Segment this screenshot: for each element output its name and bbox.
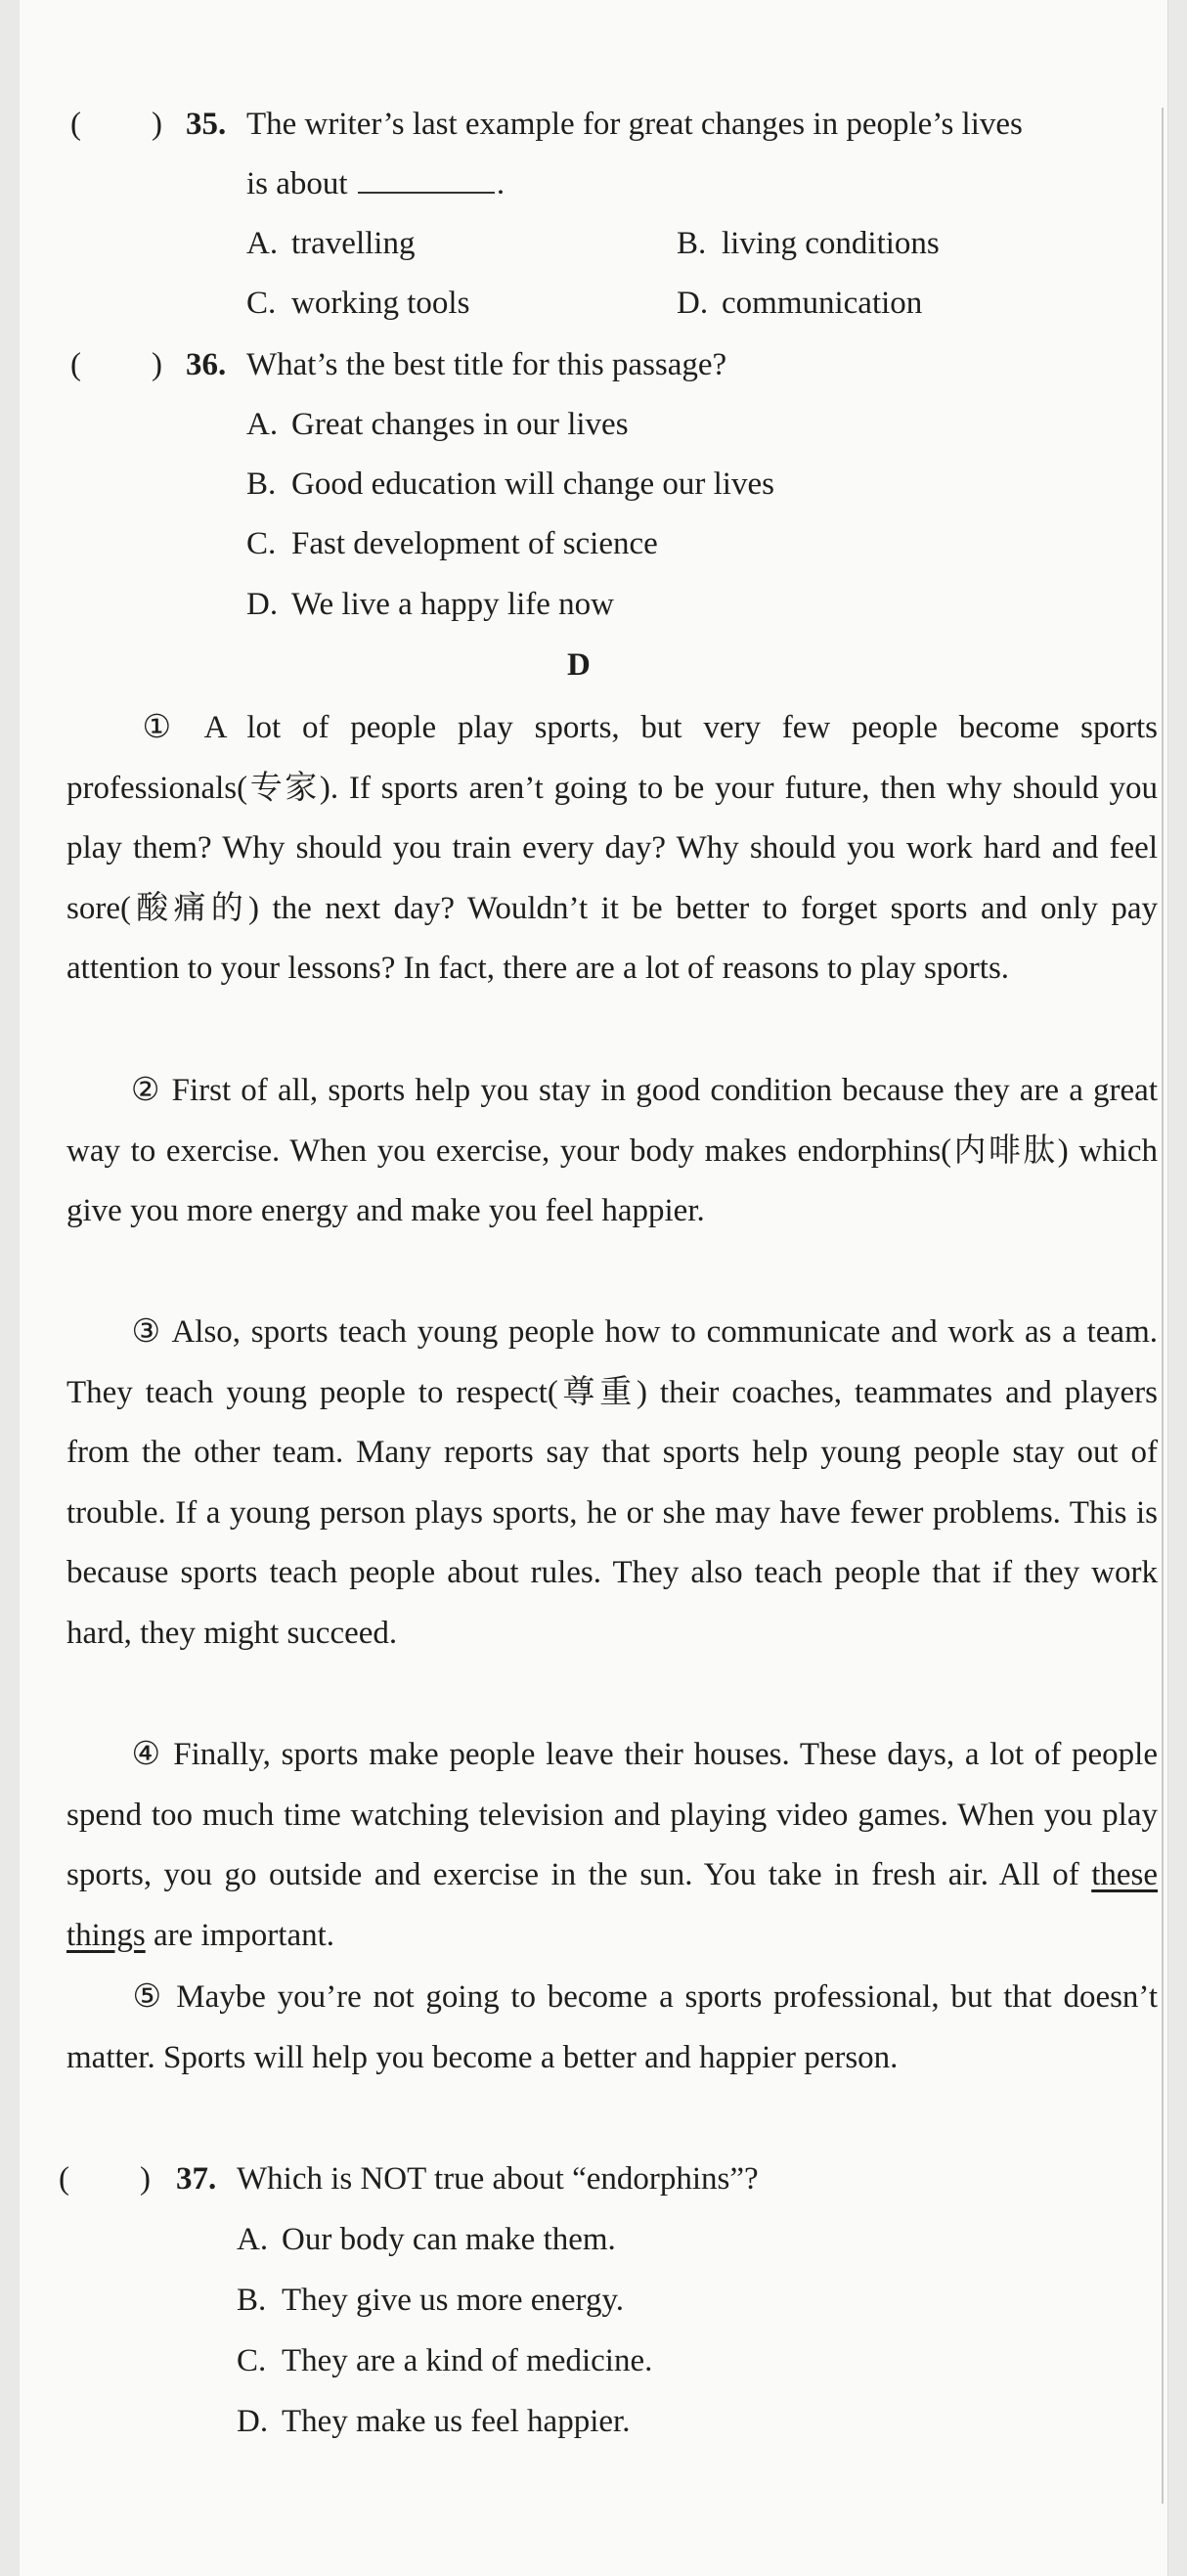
question-stem: The writer’s last example for great changes in people’s lives (246, 107, 1023, 142)
paragraph-3: ③ Also, sports teach young people how to communicate and work as a team. They teach young people to respect(尊重) their coaches, teammates and players from the other team. Many reports say that sports help young people stay out of trouble. If a young person plays sports, he or she may have fewer problems. This is because sports teach people about rules. They also teach people that if they work hard, they might succeed. (66, 1314, 1158, 1651)
option-c: C. They are a kind of medicine. (237, 2343, 653, 2378)
option-b: B. They give us more energy. (237, 2283, 625, 2318)
answer-bracket-36[interactable]: ( ) (70, 347, 162, 382)
option-a: A. Great changes in our lives (246, 407, 629, 442)
question-stem: Which is NOT true about “endorphins”? (237, 2161, 759, 2197)
worksheet-page (20, 0, 1167, 2576)
underlined-phrase: these things (66, 1857, 1159, 1953)
question-stem: What’s the best title for this passage? (246, 347, 727, 382)
option-b: B. Good education will change our lives (246, 466, 774, 502)
question-number: 35. (186, 107, 227, 142)
question-number: 36. (186, 347, 227, 382)
option-c: C. working tools (246, 286, 470, 321)
paragraph-2: ② First of all, sports help you stay in good condition because they are a great way to exercise. When you exercise, your body makes endorphins(内啡肽) which give you more energy and make you feel happier. (66, 1073, 1158, 1228)
paragraph-5: ⑤ Maybe you’re not going to become a sports professional, but that doesn’t matter. Sports will help you become a better and happier person. (66, 1979, 1158, 2075)
option-b: B. living conditions (677, 226, 940, 261)
option-a: A. travelling (246, 226, 416, 261)
option-d: D. communication (677, 286, 923, 321)
option-c: C. Fast development of science (246, 526, 658, 561)
question-number: 37. (176, 2161, 217, 2197)
option-a: A. Our body can make them. (237, 2222, 616, 2257)
answer-bracket-37[interactable]: ( ) (59, 2161, 151, 2197)
paragraph-1: ① A lot of people play sports, but very few people become sports professionals(专家). If sports aren’t going to be your future, then why should you play them? Why should you train every day? Why should you work hard and feel sore(酸痛的) the next day? Wouldn’t it be better to forget sports and only pay attention to your lessons? In fact, there are a lot of reasons to play sports. (66, 710, 1158, 986)
answer-blank (358, 166, 495, 194)
question-stem-continued: is about . (246, 166, 506, 201)
margin-rule (1162, 108, 1164, 2504)
answer-bracket-35[interactable]: ( ) (70, 107, 162, 142)
paragraph-4: ④ Finally, sports make people leave their houses. These days, a lot of people spend too much time watching television and playing video games. When you play sports, you go outside and exercise in the sun. You take in fresh air. All of these things are important. (66, 1737, 1159, 1953)
option-d: D. We live a happy life now (246, 587, 614, 622)
section-title: D (567, 647, 591, 683)
option-d: D. They make us feel happier. (237, 2404, 631, 2439)
